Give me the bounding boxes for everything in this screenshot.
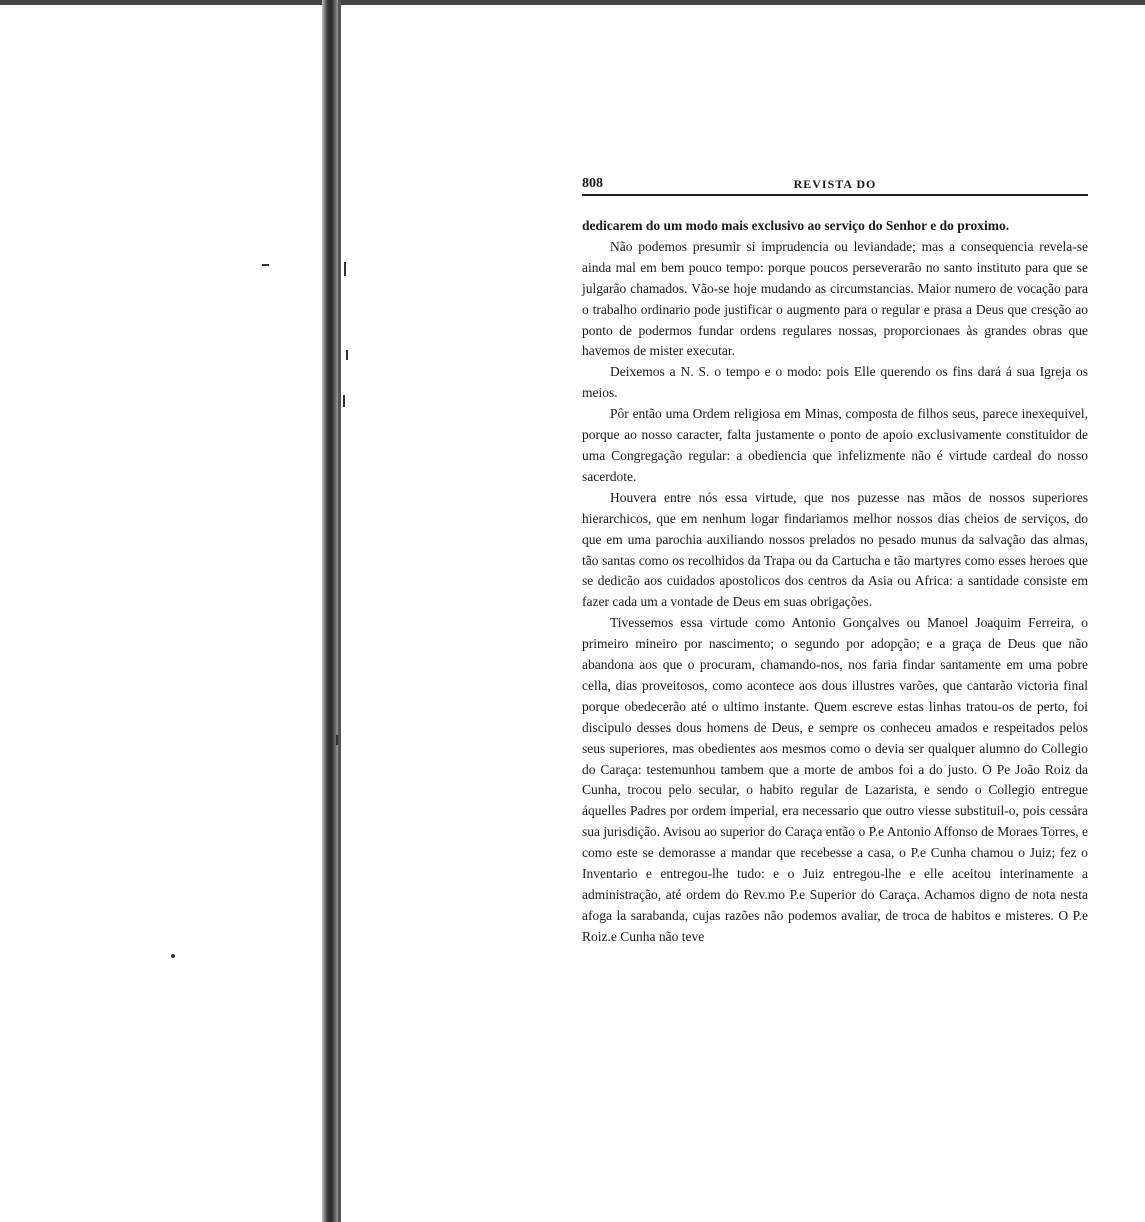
- scan-speck: [343, 395, 345, 407]
- paragraph: Não podemos presumir si imprudencia ou leviandade; mas a consequencia revela-se ainda mal em bem pouco tempo: porque poucos perseverarão no santo instituto para que se julgarão chamados. Vão-se hoje mudando as circumstancias. Maior numero de vocação para o trabalho ordinario pode justificar o augmento para o regular e prasa a Deus que cresção ao ponto de podermos fundar ordens regulares nossas, proporcionaes às grandes obras que havemos de mister executar.: [582, 238, 1088, 359]
- paragraph: dedicarem do um modo mais exclusivo ao serviço do Senhor e do proximo.: [582, 218, 1010, 233]
- scan-speck: [346, 350, 348, 360]
- book-gutter-line: [338, 0, 341, 1222]
- book-gutter-shadow: [322, 0, 338, 1222]
- scan-top-edge: [0, 0, 1145, 5]
- paragraph: Houvera entre nós essa virtude, que nos puzesse nas mãos de nossos superiores hierarchicos, que em nenhum logar findariamos melhor nossos dias cheios de serviços, do que em uma parochia auxiliando nossos prelados no pesado munus da salvação das almas, tão santas como os recolhidos da Trapa ou da Cartucha e tão martyres como esses heroes que se dedicão aos cuidados apostolicos dos centros da Asia ou Africa: a santidade consiste em fazer cada um a vontade de Deus em suas obrigações.: [582, 489, 1088, 610]
- scan-speck: [344, 262, 346, 276]
- scan-speck: [171, 954, 175, 958]
- paragraph: Pôr então uma Ordem religiosa em Minas, composta de filhos seus, parece inexequivel, porque ao nosso caracter, falta justamente o ponto de apoio exclusivamente constituidor de uma Congregação regular: a obediencia que infelizmente não é virtude cardeal do nosso sacerdote.: [582, 406, 1088, 484]
- scan-speck: [336, 735, 338, 745]
- running-head: REVISTA DO: [793, 177, 877, 191]
- paragraph: Tivessemos essa virtude como Antonio Gonçalves ou Manoel Joaquim Ferreira, o primeiro mineiro por nascimento; o segundo por adopção; e a graça de Deus que não abandona aos que o procuram, chamando-nos, nos faria findar santamente em uma pobre cella, dias proveitosos, como acontece aos dous illustres varões, que cantarão victoria final porque obedecerão até o ultimo instante. Quem escreve estas linhas tratou-os de perto, foi discipulo desses dous homens de Deus, e sempre os conheceu amados e respeitados pelos seus superiores, mas obedientes aos mesmos como o devia ser qualquer alumno do Collegio do Caraça: testemunhou tambem que a morte de ambos foi a do justo. O Pe João Roiz da Cunha, trocou pelo secular, o habito regular de Lazarista, e sendo o Collegio entregue áquelles Padres por ordem imperial, era necessario que outro viesse substituil-o, pois cessára sua jurisdição. Avisou ao superior do Caraça então o P.e Antonio Affonso de Moraes Torres, e como este se demorasse a mandar que recebesse a casa, o P.e Cunha chamou o Juiz; fez o Inventario e entregou-lhe tudo: e o Juiz entregou-lhe e elle aceitou interinamente a administração, até ordem do Rev.mo P.e Superior do Caraça. Achamos digno de nota nesta afoga la sarabanda, cujas razões não podemos avaliar, de troca de habitos e misteres. O P.e Roiz.e Cunha não teve: [582, 615, 1088, 944]
- book-page: [582, 172, 1088, 948]
- paragraph: Deixemos a N. S. o tempo e o modo: pois Elle querendo os fins dará á sua Igreja os meios.: [582, 364, 1088, 401]
- page-body: [582, 216, 1088, 948]
- page-number: 808: [582, 176, 603, 191]
- page-header: [582, 172, 1088, 196]
- scan-speck: [262, 264, 269, 266]
